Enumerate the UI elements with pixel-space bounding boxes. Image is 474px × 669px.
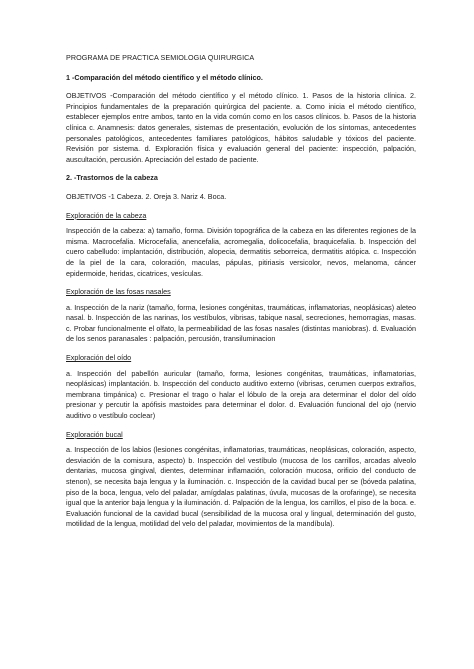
section-2-objectives: OBJETIVOS -1 Cabeza. 2. Oreja 3. Nariz 4. Boca. xyxy=(66,191,227,201)
subsection-title-head: Exploración de la cabeza xyxy=(66,210,147,220)
subsection-body-ear: a. Inspección del pabellón auricular (tamaño, forma, lesiones congénitas, traumáticas, inflamatorias, neoplásicas) implantación. b. Inspección del conducto auditivo externo (vibrisas, cerumen cuerpos extraños, membrana timpánica) c. Presionar el trago o halar el lóbulo de la oreja ara determinar el dolor del oído presionar y percutir la apófisis mastoides para determinar el dolor. d. Evaluación funcional del ojo (nervio auditivo o vestíbulo coclear) xyxy=(66,368,416,421)
subsection-body-nose: a. Inspección de la nariz (tamaño, forma, lesiones congénitas, traumáticas, inflamatorias, neoplásicas) aleteo nasal. b. Inspección de las narinas, los vestíbulos, vibrisas, tabique nasal, secreciones, hemorragias, masas. c. Probar funcionalmente el olfato, la permeabilidad de las fosas nasales (distintas maniobras). d. Evaluación de los senos paranasales : palpación, percusión, transiluminacion xyxy=(66,302,416,344)
subsection-title-mouth: Exploración bucal xyxy=(66,429,123,439)
section-1-body: OBJETIVOS -Comparación del método científico y el método clínico. 1. Pasos de la historia clínica. 2. Principios fundamentales de la preparación quirúrgica del paciente. a. Como inicia el método científico, establecer ejemplos entre ambos, tanto en la vida común como en los casos clínicos. b. Pasos de la historia clínica c. Anamnesis: datos generales, sistemas de presentación, evolución de los síntomas, antecedentes personales patológicos, antecedentes familiares patológicos, hábitos saludable y tóxicos del paciente. Revisión por sistema. d. Exploración física y evaluación general del paciente: inspección, palpación, auscultación, percusión. Apreciación del estado de paciente. xyxy=(66,91,416,164)
subsection-body-head: Inspección de la cabeza: a) tamaño, forma. División topográfica de la cabeza en las diferentes regiones de la misma. Macrocefalia. Microcefalia, anencefalia, acromegalia, dolicocefalia, braquicefalia. b. Inspección del cuero cabelludo: implantación, distribución, alopecia, dermatitis seborreica, dermatitis atópica. c. Inspección de la piel de la cara, coloración, maculas, pápulas, pitiriasis versicolor, nevos, melanoma, cáncer epidermoide, heridas, cicatrices, vesículas. xyxy=(66,226,416,278)
subsection-body-mouth: a. Inspección de los labios (lesiones congénitas, inflamatorias, traumáticas, neoplásicas, coloración, aspecto, desviación de la comisura, aspecto) b. Inspección del vestíbulo (mucosa de los carrillos, arcadas alveolo dentarias, mucosa gingival, dientes, determinar inflamación, coloración mucosa, orificio del conducto de stenon), se necesita baja lengua y la iluminación. c. Inspección de la cavidad bucal per se (bóveda palatina, piso de la boca, lengua, velo del paladar, amígdalas palatinas, úvula, mucosas de la orofaringe), se necesita igual que la anterior baja lengua y la iluminación. d. Palpación de la lengua, los carrillos, el piso de la boca. e. Evaluación funcional de la cavidad bucal (sensibilidad de la mucosa oral y lingual, determinación del gusto, motilidad de la lengua, motilidad del velo del paladar, movimientos de la mandíbula). xyxy=(66,445,416,529)
subsection-title-ear: Exploración del oído xyxy=(66,353,132,363)
subsection-title-nose: Exploración de las fosas nasales xyxy=(66,287,171,297)
section-1-heading: 1 -Comparación del método científico y el método clínico. xyxy=(66,72,263,82)
section-2-heading: 2. -Trastornos de la cabeza xyxy=(66,173,158,183)
document-content xyxy=(66,53,416,530)
document-title: PROGRAMA DE PRACTICA SEMIOLOGIA QUIRURGICA xyxy=(66,53,255,62)
